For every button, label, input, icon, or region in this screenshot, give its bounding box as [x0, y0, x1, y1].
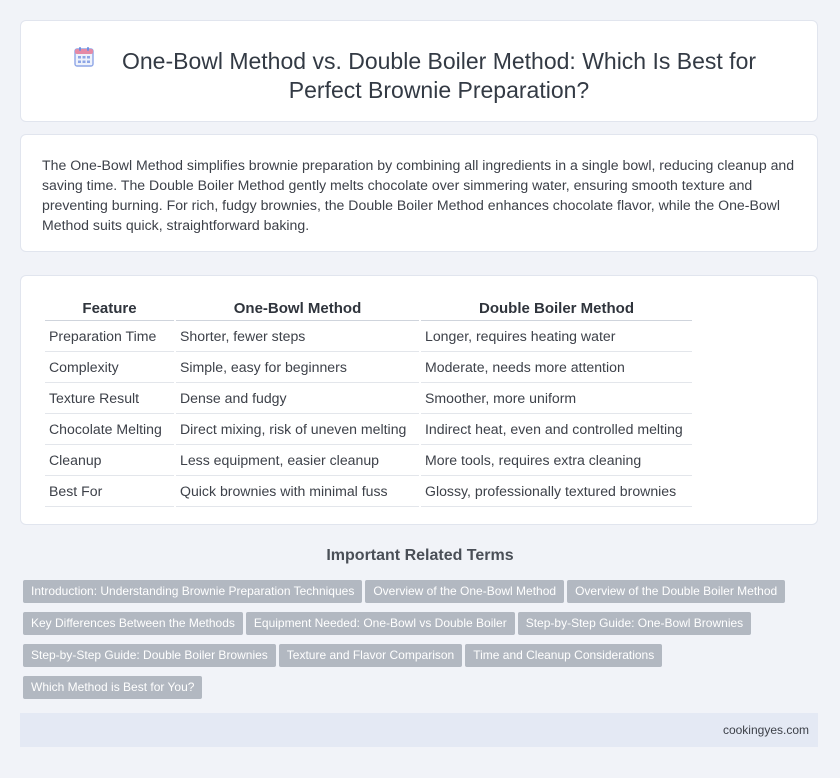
table-cell: Chocolate Melting — [45, 414, 174, 445]
table-row — [45, 383, 692, 414]
table-cell: Dense and fudgy — [176, 383, 419, 414]
comparison-card — [20, 275, 818, 525]
table-header-row — [45, 296, 692, 321]
related-tag[interactable]: Overview of the Double Boiler Method — [567, 580, 785, 603]
table-row — [45, 414, 692, 445]
intro-card — [20, 134, 818, 252]
related-tag[interactable]: Equipment Needed: One-Bowl vs Double Boiler — [246, 612, 515, 635]
header-feature: Feature — [45, 296, 174, 321]
related-tag[interactable]: Step-by-Step Guide: Double Boiler Brownies — [23, 644, 276, 667]
table-cell: Less equipment, easier cleanup — [176, 445, 419, 476]
footer — [20, 713, 818, 747]
related-tag[interactable]: Step-by-Step Guide: One-Bowl Brownies — [518, 612, 751, 635]
table-row — [45, 352, 692, 383]
header-double-boiler: Double Boiler Method — [421, 296, 692, 321]
table-cell: Glossy, professionally textured brownies — [421, 476, 692, 507]
table-cell: Direct mixing, risk of uneven melting — [176, 414, 419, 445]
table-row — [45, 476, 692, 507]
related-tag[interactable]: Overview of the One-Bowl Method — [365, 580, 564, 603]
table-cell: Best For — [45, 476, 174, 507]
table-cell: Cleanup — [45, 445, 174, 476]
related-terms-title: Important Related Terms — [326, 547, 514, 564]
table-cell: Preparation Time — [45, 321, 174, 352]
table-row — [45, 321, 692, 352]
table-cell: Texture Result — [45, 383, 174, 414]
footer-site-link[interactable]: cookingyes.com — [722, 723, 809, 737]
related-tag[interactable]: Introduction: Understanding Brownie Preparation Techniques — [23, 580, 362, 603]
table-cell: Smoother, more uniform — [421, 383, 692, 414]
related-tag[interactable]: Which Method is Best for You? — [23, 676, 202, 699]
related-tag[interactable]: Time and Cleanup Considerations — [465, 644, 662, 667]
table-cell: More tools, requires extra cleaning — [421, 445, 692, 476]
table-cell: Simple, easy for beginners — [176, 352, 419, 383]
comparison-table — [43, 296, 694, 507]
related-tag[interactable]: Texture and Flavor Comparison — [279, 644, 462, 667]
related-terms-list — [23, 580, 803, 708]
related-tag[interactable]: Key Differences Between the Methods — [23, 612, 243, 635]
table-row — [45, 445, 692, 476]
table-cell: Longer, requires heating water — [421, 321, 692, 352]
intro-paragraph: The One-Bowl Method simplifies brownie preparation by combining all ingredients in a single bowl, reducing cleanup and saving time. The Double Boiler Method gently melts chocolate over simmering water, ensuring smooth texture and preventing burning. For rich, fudgy brownies, the Double Boiler Method enhances chocolate flavor, while the One-Bowl Method suits quick, straightforward baking. — [42, 157, 795, 233]
table-cell: Quick brownies with minimal fuss — [176, 476, 419, 507]
header-one-bowl: One-Bowl Method — [176, 296, 419, 321]
table-cell: Indirect heat, even and controlled melting — [421, 414, 692, 445]
page-title: One-Bowl Method vs. Double Boiler Method: Which Is Best for Perfect Brownie Preparation? — [121, 48, 757, 103]
header-card — [20, 20, 818, 122]
table-cell: Complexity — [45, 352, 174, 383]
table-cell: Shorter, fewer steps — [176, 321, 419, 352]
table-cell: Moderate, needs more attention — [421, 352, 692, 383]
